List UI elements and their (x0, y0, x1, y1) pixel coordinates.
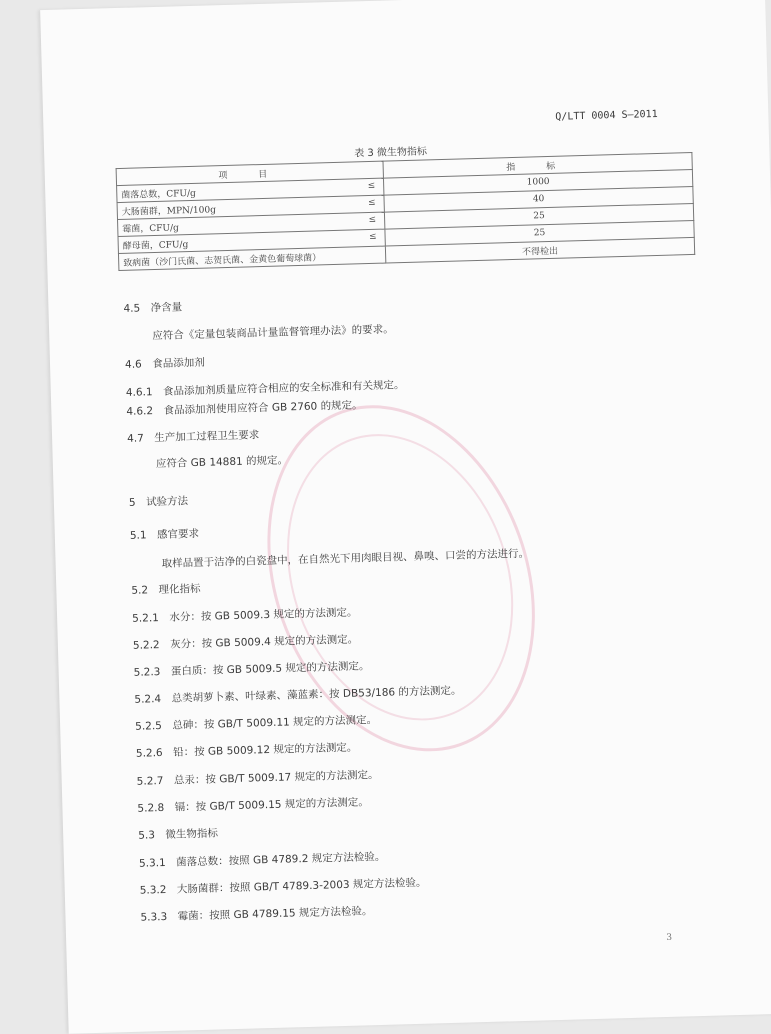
paragraph: 应符合 GB 14881 的规定。 (155, 454, 289, 471)
item-text: 酵母菌，CFU/g (122, 239, 189, 252)
section-heading: 4.7 生产加工过程卫生要求 (126, 429, 260, 445)
section-heading: 5 试验方法 (128, 495, 189, 509)
item-text: 菌落总数，CFU/g (121, 188, 196, 201)
clause: 5.2.4 总类胡萝卜素、叶绿素、藻蓝素：按 DB53/186 的方法测定。 (134, 684, 462, 706)
table-cell-value: 25 (385, 220, 694, 246)
column-header-item: 项 目 (116, 161, 383, 185)
paragraph: 应符合《定量包装商品计量监督管理办法》的要求。 (152, 323, 394, 343)
clause: 5.2.8 镉：按 GB/T 5009.15 规定的方法测定。 (137, 796, 370, 815)
clause: 5.2.7 总汞：按 GB/T 5009.17 规定的方法测定。 (136, 768, 379, 788)
section-heading: 5.2 理化指标 (131, 582, 201, 597)
section-heading: 5.3 微生物指标 (138, 827, 219, 842)
item-text: 致病菌（沙门氏菌、志贺氏菌、金黄色葡萄球菌） (123, 252, 322, 269)
clause: 5.2.2 灰分：按 GB 5009.4 规定的方法测定。 (132, 633, 359, 652)
operator-text: ≤ (367, 180, 376, 192)
item-text: 霉菌，CFU/g (122, 222, 179, 235)
item-text: 大肠菌群，MPN/100g (121, 204, 217, 218)
table-cell-value: 1000 (383, 169, 692, 195)
section-heading: 5.1 感官要求 (129, 527, 200, 542)
operator-text: ≤ (367, 197, 376, 209)
table-cell-value: 40 (384, 186, 693, 212)
microbial-table (116, 152, 696, 271)
clause: 5.2.5 总砷：按 GB/T 5009.11 规定的方法测定。 (135, 713, 378, 733)
clause: 5.2.3 蛋白质：按 GB 5009.5 规定的方法测定。 (133, 660, 370, 679)
table-caption: 表 3 微生物指标 (354, 146, 428, 160)
table-cell-value: 不得检出 (385, 237, 694, 263)
clause: 5.3.3 霉菌：按照 GB 4789.15 规定方法检验。 (140, 905, 373, 924)
operator-text: ≤ (368, 214, 377, 226)
column-header-value: 指 标 (383, 152, 692, 178)
clause: 5.3.2 大肠菌群：按照 GB/T 4789.3-2003 规定方法检验。 (139, 876, 427, 897)
clause: 4.6.2 食品添加剂使用应符合 GB 2760 的规定。 (126, 399, 363, 418)
paragraph: 取样品置于洁净的白瓷盘中，在自然光下用肉眼目视、鼻嗅、口尝的方法进行。 (161, 547, 530, 570)
clause: 5.3.1 菌落总数：按照 GB 4789.2 规定方法检验。 (138, 850, 386, 870)
document-page (40, 0, 771, 1034)
section-heading: 4.6 食品添加剂 (124, 356, 205, 371)
clause: 5.2.6 铅：按 GB 5009.12 规定的方法测定。 (135, 741, 358, 760)
operator-text: ≤ (368, 231, 377, 243)
table-cell-value: 25 (384, 203, 693, 229)
section-heading: 4.5 净含量 (123, 301, 183, 315)
page-number: 3 (666, 932, 673, 943)
standard-code: Q/LTT 0004 S—2011 (555, 108, 658, 123)
clause: 5.2.1 水分：按 GB 5009.3 规定的方法测定。 (132, 606, 358, 625)
clause: 4.6.1 食品添加剂质量应符合相应的安全标准和有关规定。 (125, 379, 405, 399)
